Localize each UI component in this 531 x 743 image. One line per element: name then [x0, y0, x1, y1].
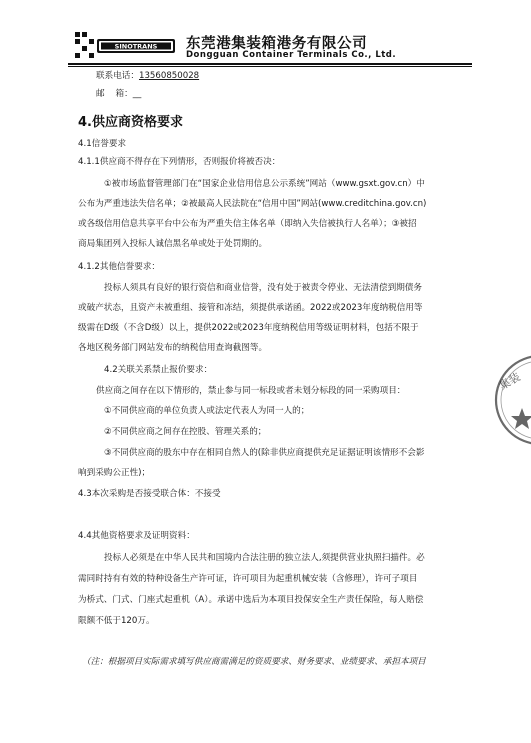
- header-rule-thin: [68, 66, 472, 67]
- paragraph-line: 或各级信用信息共享平台中公布为严重失信主体名单（即纳入失信被执行人名单）；③被招: [78, 219, 417, 229]
- subsection-4-3: 4.3本次采购是否接受联合体：不接受: [78, 489, 221, 499]
- contact-email: [96, 88, 141, 100]
- paragraph-line: 限额不低于120万。: [78, 616, 155, 626]
- paragraph-line: 为桥式、门式、门座式起重机（A）。承诺中选后为本项目投保安全生产责任保险，每人赔偿: [78, 595, 424, 605]
- footer-note: （注：根据项目实际需求填写供应商需满足的资质要求、财务要求、业绩要求、承担本项目: [82, 657, 426, 667]
- paragraph-line: ③不同供应商的股东中存在相同自然人的(除非供应商提供充足证据证明该情形不会影: [104, 448, 425, 458]
- section-title: 4.供应商资格要求: [78, 115, 183, 130]
- company-name-en: Dongguan Container Terminals Co., Ltd.: [186, 50, 397, 60]
- svg-text:集装: 集装: [497, 370, 523, 393]
- subsection-4-1-1-title: 4.1.1供应商不得存在下列情形，否则报价将被否决：: [78, 157, 281, 167]
- company-logo: [73, 30, 177, 60]
- paragraph-line: ①不同供应商的单位负责人或法定代表人为同一人的；: [104, 406, 310, 416]
- subsection-4-1-title: 4.1信誉要求: [78, 139, 127, 149]
- paragraph-line: 供应商之间存在以下情形的，禁止参与同一标段或者未划分标段的同一采购项目：: [96, 386, 406, 396]
- phone-value: 13560850028: [138, 71, 200, 81]
- subsection-4-4-title: 4.4其他资格要求及证明资料：: [78, 531, 195, 541]
- paragraph-line: 需同时持有有效的特种设备生产许可证，许可项目为起重机械安装（含修理），许可子项目: [78, 574, 418, 584]
- paragraph-line: 公布为严重违法失信名单；②被最高人民法院在“信用中国”网站(www.creditchina.gov.cn): [78, 199, 427, 209]
- subsection-4-2-title: 4.2关联关系禁止报价要求：: [104, 365, 213, 375]
- email-value: __: [132, 89, 142, 99]
- paragraph-line: 或破产状态，且资产未被重组、接管和冻结，须提供承诺函。2022或2023年度纳税信用等: [78, 303, 423, 313]
- contact-phone: [96, 70, 199, 82]
- paragraph-line: 投标人须具有良好的银行资信和商业信誉，没有处于被责令停业、无法清偿到期债务: [104, 283, 422, 293]
- paragraph-line: ②不同供应商之间存在控股、管理关系的；: [104, 427, 267, 437]
- header-rule: [68, 63, 472, 65]
- paragraph-line: 商局集团列入投标人诚信黑名单或处于处罚期的。: [78, 239, 268, 249]
- phone-label: 联系电话：: [96, 71, 139, 81]
- subsection-4-1-2-title: 4.1.2其他信誉要求：: [78, 262, 161, 272]
- paragraph-line: ①被市场监督管理部门在“国家企业信用信息公示系统”网站（www.gsxt.gov.cn）中: [104, 179, 425, 189]
- paragraph-line: 投标人必须是在中华人民共和国境内合法注册的独立法人,须提供营业执照扫描件。必: [104, 553, 425, 563]
- paragraph-line: 各地区税务部门网站发布的纳税信用查询截图等。: [78, 343, 268, 353]
- email-label: 邮 箱：: [96, 89, 133, 99]
- paragraph-line: 响到采购公正性)；: [78, 468, 151, 478]
- logo-text: SINOTRANS: [114, 42, 158, 51]
- company-seal: [492, 350, 531, 450]
- company-name-cn: 东莞港集装箱港务有限公司: [186, 36, 368, 52]
- paragraph-line: 级需在D级（不含D级）以上，提供2022或2023年度纳税信用等级证明材料，包括不限于: [78, 323, 419, 333]
